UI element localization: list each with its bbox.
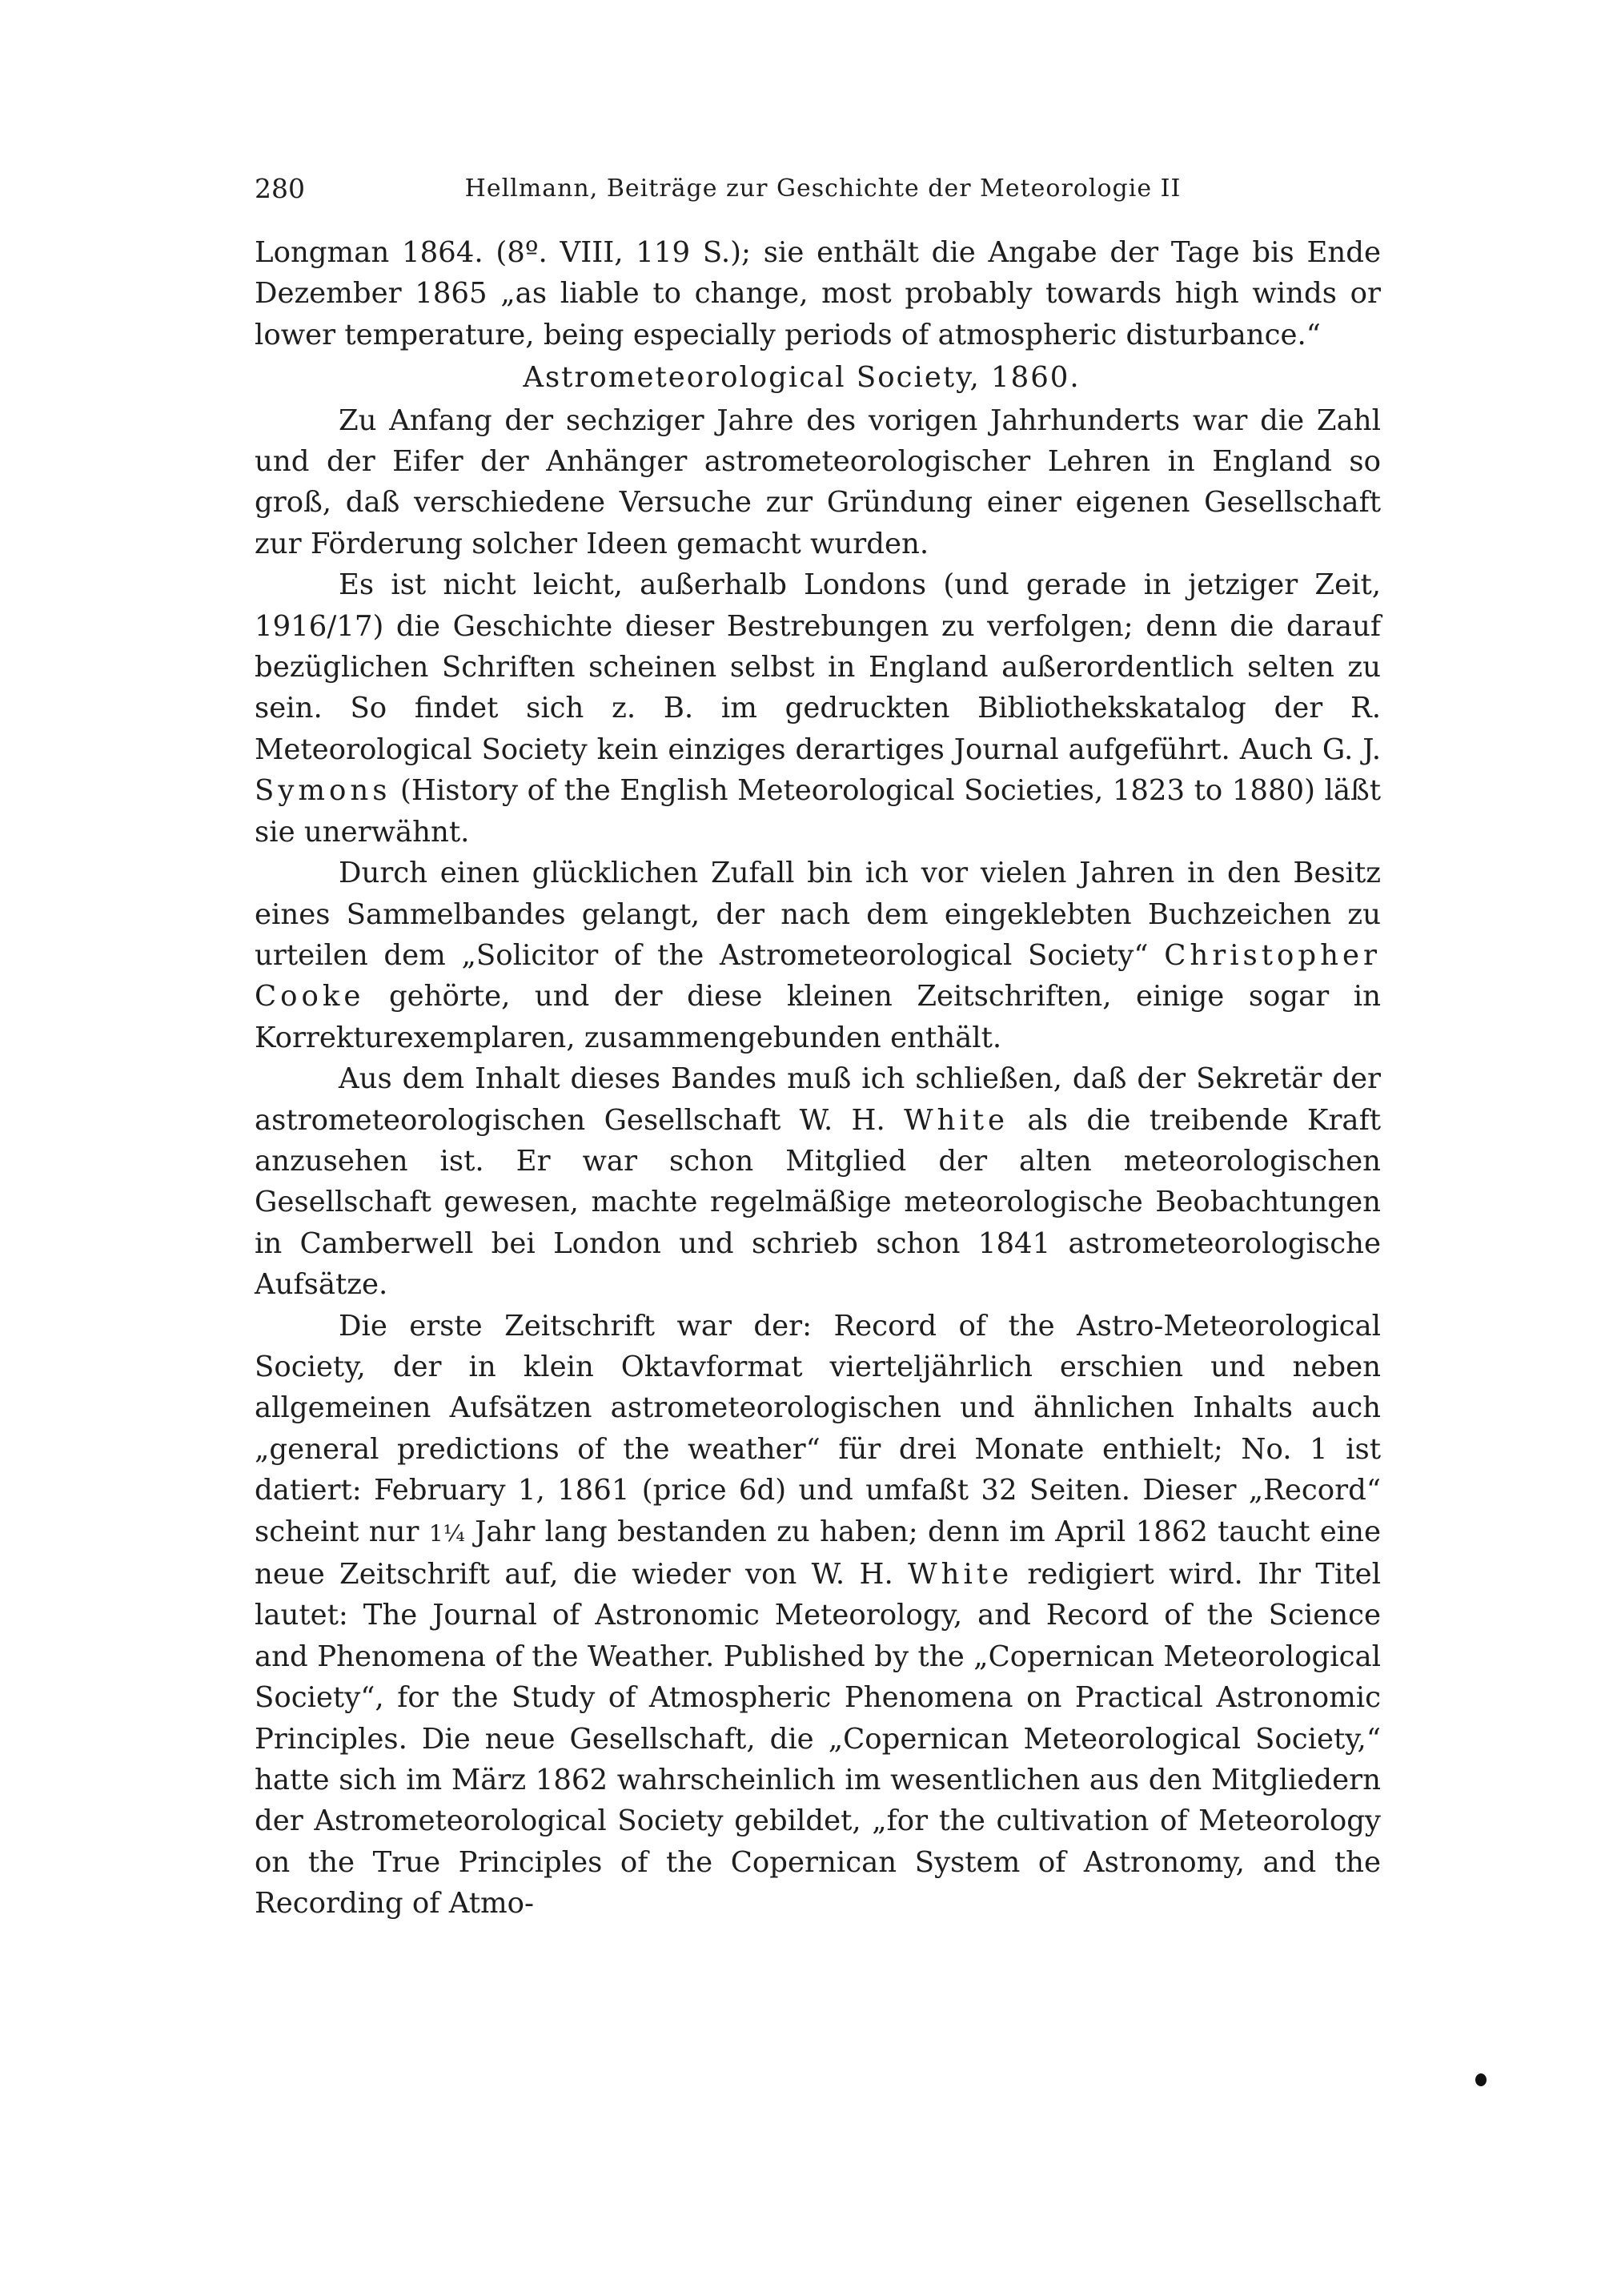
paragraph-5-text-c: redigiert wird. Ihr Titel lautet: The Journal of Astronomic Meteorology, and Record of the Science and Phenomena of the Weather. Published by the „Copernican Meteorological Society“, for the Study of Atmospheric Phenomena on Practical Astronomic Principles. Die neue Gesellschaft, die „Copernican Meteorological Society,“ hatte sich im März 1862 wahrscheinlich im wesentlichen aus den Mitgliedern der Astrometeorological Society gebildet, „for the cultivation of Meteorology on the True Principles of the Copernican System of Astronomy, and the Recording of Atmo- (255, 1558, 1381, 1921)
person-name-symons: Symons (255, 774, 391, 808)
paragraph-4-text-b: als die treibende Kraft anzusehen ist. Er war schon Mitglied der alten meteorologischen Gesellschaft gewesen, machte regelmäßige meteorologische Beobachtungen in Camberwell bei London und schrieb schon 1841 astrometeorologische Aufsätze. (255, 1103, 1381, 1302)
fraction: 1¼ (428, 1519, 465, 1547)
person-name-cooke: Christopher Cooke (255, 938, 1381, 1014)
paragraph-3-text-a: Durch einen glücklichen Zufall bin ich vor vielen Jahren in den Besitz eines Sammelbandes gelangt, der nach dem eingeklebten Buchzeichen zu urteilen dem „Solicitor of the Astrometeorological Society“ (255, 857, 1381, 972)
paragraph-5 (255, 1306, 1381, 1925)
page-number: 280 (255, 173, 305, 204)
paragraph-1: Zu Anfang der sechziger Jahre des vorigen Jahrhunderts war die Zahl und der Eifer der Anhänger astrometeorologischer Lehren in England so groß, daß verschiedene Versuche zur Gründung einer eigenen Gesellschaft zur Förderung solcher Ideen gemacht wurden. (255, 403, 1381, 560)
paragraph-2-text-a: Es ist nicht leicht, außerhalb Londons (und gerade in jetziger Zeit, 1916/17) die Geschichte dieser Bestrebungen zu verfolgen; denn die darauf bezüglichen Schriften scheinen selbst in England außerordentlich selten zu sein. So findet sich z. B. im gedruckten Bibliothekskatalog der R. Meteorological Society kein einziges derartiges Journal aufgeführt. Auch G. J. (255, 568, 1381, 766)
paragraph-2-text-b: (History of the English Meteorological Societies, 1823 to 1880) läßt sie unerwähnt. (255, 774, 1381, 849)
person-name-white: White (904, 1103, 1009, 1137)
paragraph-5-text-b: Jahr lang bestanden zu haben; denn im April 1862 taucht eine neue Zeitschrift auf, die wieder von W. H. (255, 1515, 1382, 1591)
body-text (255, 232, 1381, 1925)
paragraph-4 (255, 1058, 1381, 1305)
paragraph-3-text-b: gehörte, und der diese kleinen Zeitschriften, einige sogar in Korrekturexemplaren, zusammengebunden enthält. (255, 980, 1381, 1054)
paragraph-2 (255, 564, 1381, 853)
running-head (255, 167, 1391, 208)
person-name-white-2: White (908, 1558, 1013, 1591)
paragraph-continuation: Longman 1864. (8º. VIII, 119 S.); sie enthält die Angabe der Tage bis Ende Dezember 1865 „as liable to change, most probably towards high winds or lower temperature, being especially periods of atmospheric disturbance.“ (255, 236, 1381, 351)
paragraph-4-text-a: Aus dem Inhalt dieses Bandes muß ich schließen, daß der Sekretär der astrometeorologischen Gesellschaft W. H. (255, 1062, 1381, 1137)
section-heading: Astrometeorological Society, 1860. (523, 361, 1081, 395)
paragraph-5-text-a: Die erste Zeitschrift war der: Record of the Astro-Meteorological Society, der in klein Oktavformat vierteljährlich erschien und neben allgemeinen Aufsätzen astrometeorologischen und ähnlichen Inhalts auch „general predictions of the weather“ für drei Monate enthielt; No. 1 ist datiert: February 1, 1861 (price 6d) und umfaßt 32 Seiten. Dieser „Record“ scheint nur (255, 1309, 1381, 1548)
running-title: Hellmann, Beiträge zur Geschichte der Meteorologie II (464, 175, 1182, 203)
paragraph-3 (255, 853, 1381, 1058)
ink-spot (1475, 2073, 1487, 2086)
